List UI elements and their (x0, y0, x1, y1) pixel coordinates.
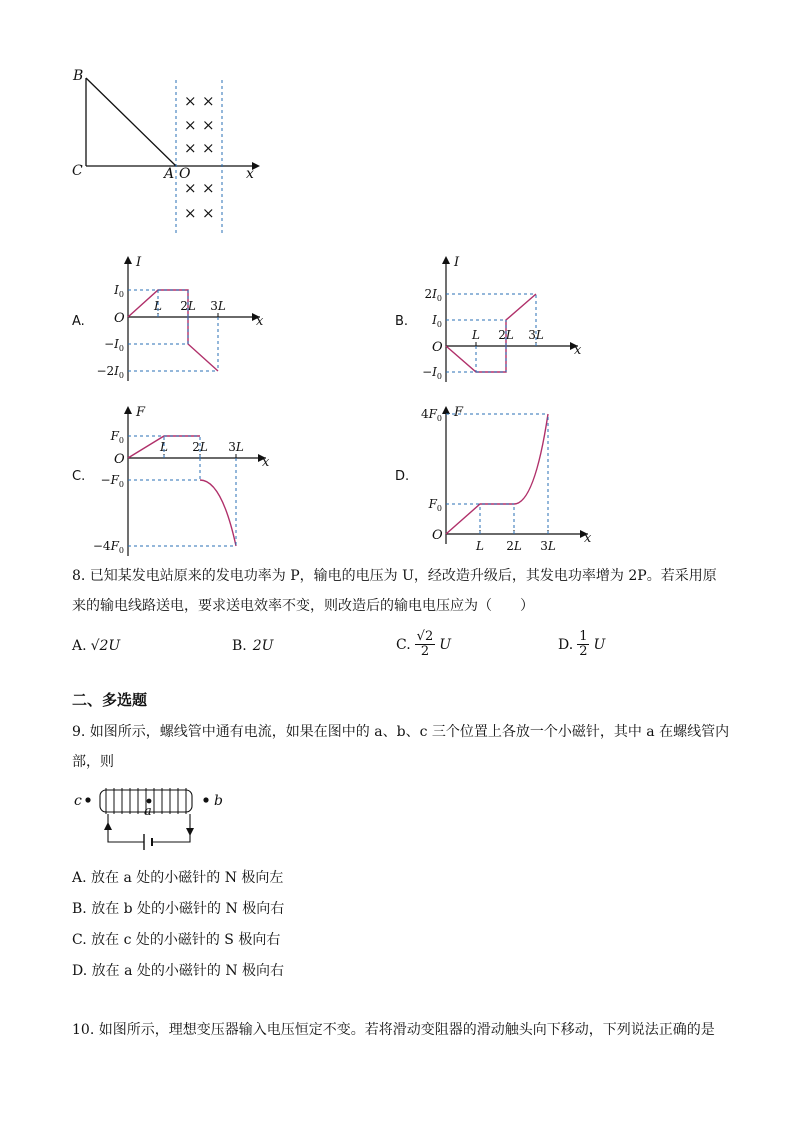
origin-label: O (114, 311, 125, 326)
y-tick-label: $2I_0$ (424, 287, 442, 303)
curve-f2 (514, 414, 548, 504)
label-b: B (73, 68, 84, 84)
point-b-label: b (214, 793, 223, 809)
wire-right (152, 814, 190, 842)
q8-option-c-fraction (415, 630, 436, 659)
y-axis-arrow (442, 256, 450, 264)
question-9-line-1: 9. 如图所示，螺线管中通有电流，如果在图中的 a、b、c 三个位置上各放一个小磁针，其中 a 在螺线管内 (72, 724, 730, 740)
q8-option-a-letter: A. (72, 638, 87, 654)
field-mark: × (184, 92, 197, 110)
x-axis-label: x (256, 314, 264, 329)
y-axis-arrow (124, 256, 132, 264)
origin-label: O (114, 452, 125, 467)
field-mark: × (202, 204, 215, 222)
x-tick-label: 2L (192, 440, 208, 454)
question-10-line-1: 10. 如图所示，理想变压器输入电压恒定不变。若将滑动变阻器的滑动触头向下移动，下列说法正确的是 (72, 1022, 715, 1038)
q8-option-d-numerator: 1 (579, 629, 588, 644)
point-a-label: a (144, 804, 152, 819)
q8-option-a-text: √2U (90, 638, 121, 654)
x-tick-label: L (472, 328, 480, 342)
chart-option-d (410, 398, 610, 553)
q9-option-b: B. 放在 b 处的小磁针的 N 极向右 (72, 901, 285, 917)
y-axis-label: I (454, 255, 460, 270)
x-axis-label: x (262, 455, 270, 470)
chart-option-a (88, 248, 288, 383)
q8-option-c-var: U (439, 636, 452, 653)
y-tick-label: $-I_0$ (422, 365, 442, 381)
chart-option-c (88, 398, 288, 555)
point-a-dot (147, 799, 152, 804)
origin-label: O (432, 340, 443, 355)
y-axis-label: F (454, 405, 464, 420)
origin-label: O (432, 528, 443, 543)
wire-left (108, 814, 144, 842)
x-tick-label: 3L (210, 299, 226, 313)
q9-option-d: D. 放在 a 处的小磁针的 N 极向右 (72, 963, 285, 979)
y-axis-arrow (442, 406, 450, 414)
point-b-dot (203, 797, 208, 802)
q8-option-b (232, 638, 273, 654)
y-tick-label: $-F_0$ (100, 473, 124, 489)
y-axis-arrow (124, 406, 132, 414)
x-axis-label: x (584, 531, 592, 546)
y-tick-label: $I_0$ (432, 313, 442, 329)
field-mark: × (184, 116, 197, 134)
x-tick-label: 3L (528, 328, 544, 342)
x-tick-label: L (154, 299, 162, 313)
field-mark: × (202, 116, 215, 134)
field-marks (184, 92, 215, 222)
q8-option-d (558, 630, 605, 659)
point-c-dot (85, 797, 90, 802)
x-tick-label: L (476, 539, 484, 553)
question-9-line-2: 部，则 (72, 754, 114, 770)
x-tick-label: 2L (180, 299, 196, 313)
x-tick-label: 3L (228, 440, 244, 454)
q8-option-c-letter: C. (396, 636, 411, 653)
curve-f2 (200, 480, 236, 546)
y-tick-label: $F_0$ (110, 429, 124, 445)
y-axis-label: I (136, 255, 142, 270)
q8-option-d-letter: D. (558, 636, 574, 653)
y-tick-label: $-2I_0$ (96, 364, 124, 380)
y-axis-label: F (136, 405, 146, 420)
field-mark: × (202, 139, 215, 157)
current-arrow-down (186, 828, 194, 836)
q8-option-d-fraction (577, 630, 589, 659)
solenoid-figure (72, 784, 242, 850)
field-mark: × (202, 92, 215, 110)
field-mark: × (184, 139, 197, 157)
x-tick-label: 2L (498, 328, 514, 342)
field-mark: × (184, 179, 197, 197)
question-8-line-2: 来的输电线路送电，要求送电效率不变，则改造后的输电电压应为（ ） (72, 598, 534, 614)
question-8-line-1: 8. 已知某发电站原来的发电功率为 P，输电的电压为 U，经改造升级后，其发电功率增为 2P。若采用原 (72, 568, 717, 584)
curve-i (128, 290, 218, 371)
y-tick-label: $-I_0$ (104, 337, 124, 353)
chart-option-b (410, 248, 610, 383)
option-b-letter: B. (395, 314, 409, 329)
y-tick-label: $F_0$ (428, 497, 442, 513)
main-figure (60, 60, 280, 245)
y-tick-label: $4F_0$ (420, 407, 442, 423)
field-mark: × (202, 179, 215, 197)
x-tick-label: 3L (540, 539, 556, 553)
q9-option-c: C. 放在 c 处的小磁针的 S 极向右 (72, 932, 281, 948)
label-x: x (246, 166, 254, 182)
label-a: A (164, 166, 175, 182)
q8-option-d-var: U (593, 636, 606, 653)
curve-i (446, 294, 536, 372)
q8-option-c-numerator: √2 (416, 629, 434, 644)
option-d-letter: D. (395, 469, 410, 484)
q9-option-a: A. 放在 a 处的小磁针的 N 极向左 (72, 870, 284, 886)
point-c-label: c (74, 793, 82, 809)
triangle-side-ba (86, 78, 176, 166)
q8-option-b-letter: B. (232, 638, 247, 654)
q8-option-c-denominator: 2 (420, 644, 430, 659)
current-arrow-up (104, 822, 112, 830)
x-axis-label: x (574, 343, 582, 358)
label-c: C (72, 163, 83, 179)
field-mark: × (184, 204, 197, 222)
option-c-letter: C. (72, 469, 86, 484)
q8-option-d-denominator: 2 (579, 644, 588, 659)
q8-option-b-text: 2U (252, 638, 274, 654)
x-tick-label: L (160, 440, 168, 454)
y-tick-label: $-4F_0$ (92, 539, 124, 555)
q8-option-a (72, 638, 120, 654)
y-tick-label: $I_0$ (114, 283, 124, 299)
section-heading: 二、多选题 (72, 691, 148, 709)
x-tick-label: 2L (506, 539, 522, 553)
q8-option-c (396, 630, 451, 659)
option-a-letter: A. (72, 314, 85, 329)
label-o: O (179, 166, 191, 182)
